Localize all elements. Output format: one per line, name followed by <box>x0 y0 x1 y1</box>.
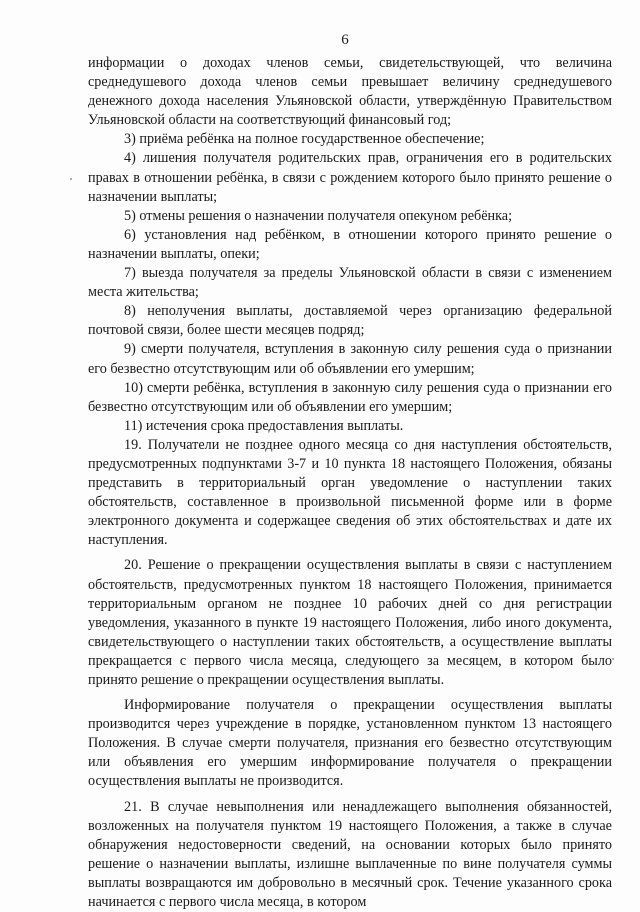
paragraph-item-9: 9) смерти получателя, вступления в законную силу решения суда о признании его безвестно отсутствующим или об объявлении его умершим; <box>88 341 612 377</box>
paragraph-item-7: 7) выезда получателя за пределы Ульяновской области в связи с изменением места жительства; <box>88 265 612 301</box>
scan-artifact <box>612 658 614 660</box>
paragraph-income-info: информации о доходах членов семьи, свидетельствующей, что величина среднедушевого дохода членов семьи превышает величину среднедушевого денежного дохода населения Ульяновской области, утверждённую Правительством Ульяновской области на соответствующий финансовый год; <box>88 55 612 129</box>
paragraph-item-4: 4) лишения получателя родительских прав, ограничения его в родительских правах в отношении ребёнка, в связи с рождением которого было принято решение о назначении выплаты; <box>88 150 612 205</box>
paragraph-clause-20: 20. Решение о прекращении осуществления выплаты в связи с наступлением обстоятельств, предусмотренных пунктом 18 настоящего Положения, принимается территориальным органом не позднее 10 рабочих дней со дня регистрации уведомления, указанного в пункте 19 настоящего Положения, либо иного документа, свидетельствующего о наступлении таких обстоятельств, а осуществление выплаты прекращается с первого числа месяца, следующего за месяцем, в котором было принято решение о прекращении осуществления выплаты. <box>88 557 612 688</box>
paragraph-item-3: 3) приёма ребёнка на полное государственное обеспечение; <box>124 131 485 148</box>
paragraph-item-5: 5) отмены решения о назначении получателя опекуном ребёнка; <box>124 207 513 224</box>
paragraph-clause-21: 21. В случае невыполнения или ненадлежащего выполнения обязанностей, возложенных на получателя пунктом 19 настоящего Положения, а также в случае обнаружения недостоверности сведений, на основании которых было принято решение о назначении выплаты, излишне выплаченные по вине получателя суммы выплаты возвращаются им добровольно в месячный срок. Течение указанного срока начинается с первого числа месяца, в котором <box>88 798 612 911</box>
scan-artifact <box>70 178 72 180</box>
paragraph-item-11: 11) истечения срока предоставления выплаты. <box>124 417 404 434</box>
document-body <box>88 54 612 912</box>
paragraph-item-6: 6) установления над ребёнком, в отношении которого принято решение о назначении выплаты, опеки; <box>88 226 612 262</box>
page-number: 6 <box>341 32 349 48</box>
paragraph-clause-19: 19. Получатели не позднее одного месяца со дня наступления обстоятельств, предусмотренных подпунктами 3-7 и 10 пункта 18 настоящего Положения, обязаны представить в территориальный орган уведомление о наступлении таких обстоятельств, составленное в произвольной письменной форме или в форме электронного документа и содержащее сведения об этих обстоятельствах и дате их наступления. <box>88 436 612 549</box>
paragraph-item-8: 8) неполучения выплаты, доставляемой через организацию федеральной почтовой связи, более шести месяцев подряд; <box>88 303 612 339</box>
paragraph-item-10: 10) смерти ребёнка, вступления в законную силу решения суда о признании его безвестно отсутствующим или об объявлении его умершим; <box>88 379 612 415</box>
paragraph-informing: Информирование получателя о прекращении осуществления выплаты производится через учреждение в порядке, установленном пунктом 13 настоящего Положения. В случае смерти получателя, признания его безвестно отсутствующим или объявления его умершим информирование получателя о прекращении осуществления выплаты не производится. <box>88 697 612 790</box>
